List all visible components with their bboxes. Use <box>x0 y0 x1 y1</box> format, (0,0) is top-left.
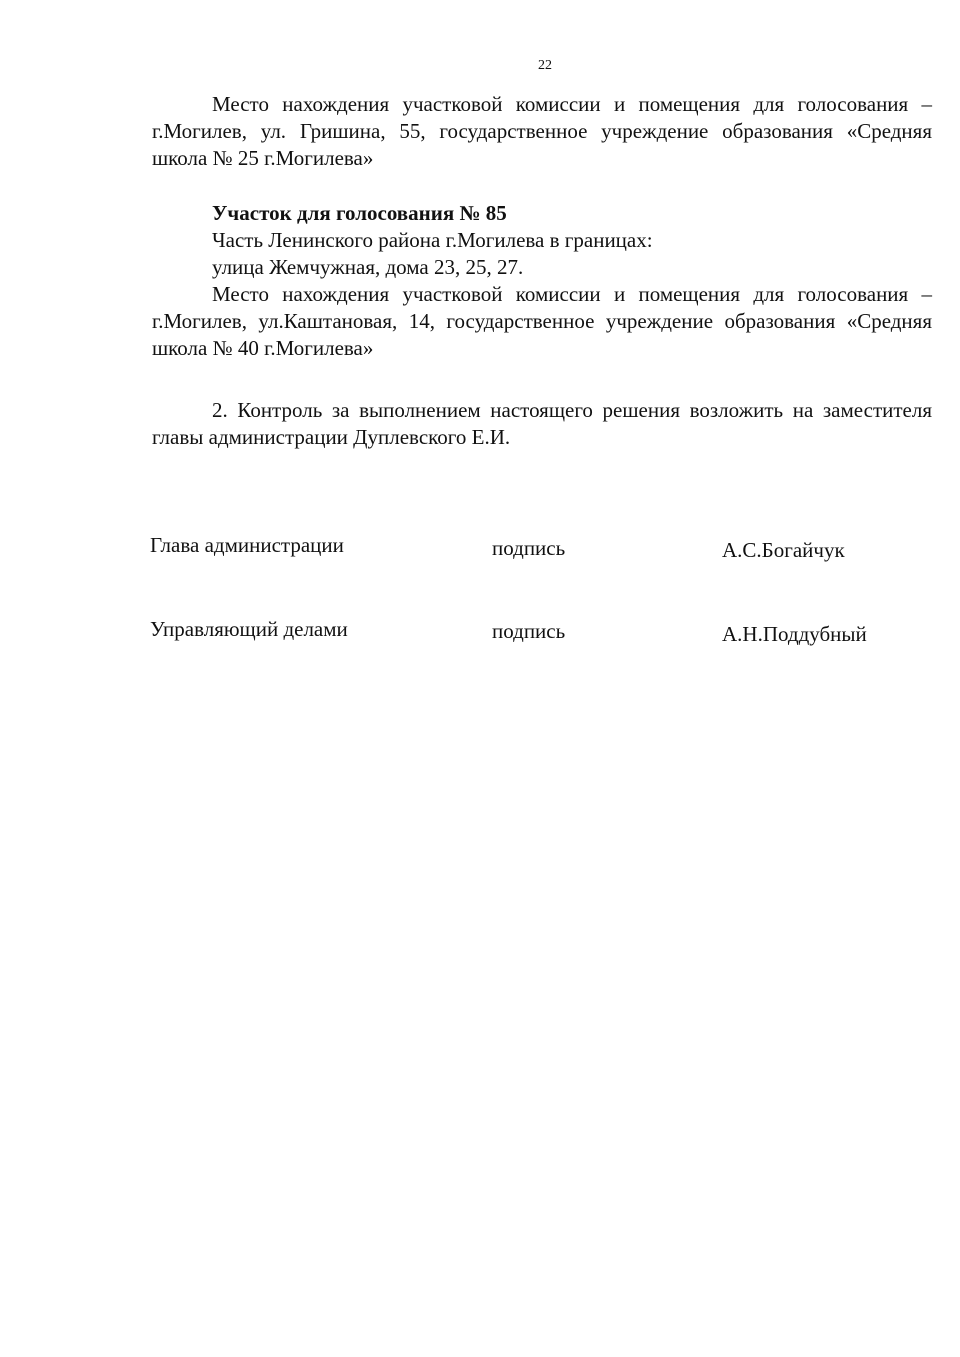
polling-station-85-district: Часть Ленинского района г.Могилева в границах: <box>212 228 653 252</box>
control-clause-paragraph <box>152 397 932 451</box>
signature-row-head <box>150 532 910 562</box>
polling-station-85-heading: Участок для голосования № 85 <box>212 201 507 225</box>
signature-row-manager <box>150 616 910 646</box>
signature-title: Управляющий делами <box>150 617 348 641</box>
polling-station-85-street: улица Жемчужная, дома 23, 25, 27. <box>212 255 524 279</box>
signature-title: Глава администрации <box>150 533 344 557</box>
control-clause-text: 2. Контроль за выполнением настоящего решения возложить на заместителя главы администрации Дуплевского Е.И. <box>152 398 932 449</box>
polling-address-paragraph <box>152 91 932 172</box>
polling-station-85-section <box>152 200 932 362</box>
signature-name: А.С.Богайчук <box>722 538 845 562</box>
polling-address-text: Место нахождения участковой комиссии и помещения для голосования – г.Могилев, ул. Гришина, 55, государственное учреждение образования «Средняя школа № 25 г.Могилева» <box>152 92 932 170</box>
signature-name: А.Н.Поддубный <box>722 622 867 646</box>
signature-mark: подпись <box>492 536 566 560</box>
polling-station-85-address: Место нахождения участковой комиссии и помещения для голосования – г.Могилев, ул.Каштановая, 14, государственное учреждение образования «Средняя школа № 40 г.Могилева» <box>152 282 932 360</box>
page-number: 22 <box>538 58 552 73</box>
signature-mark: подпись <box>492 619 566 643</box>
